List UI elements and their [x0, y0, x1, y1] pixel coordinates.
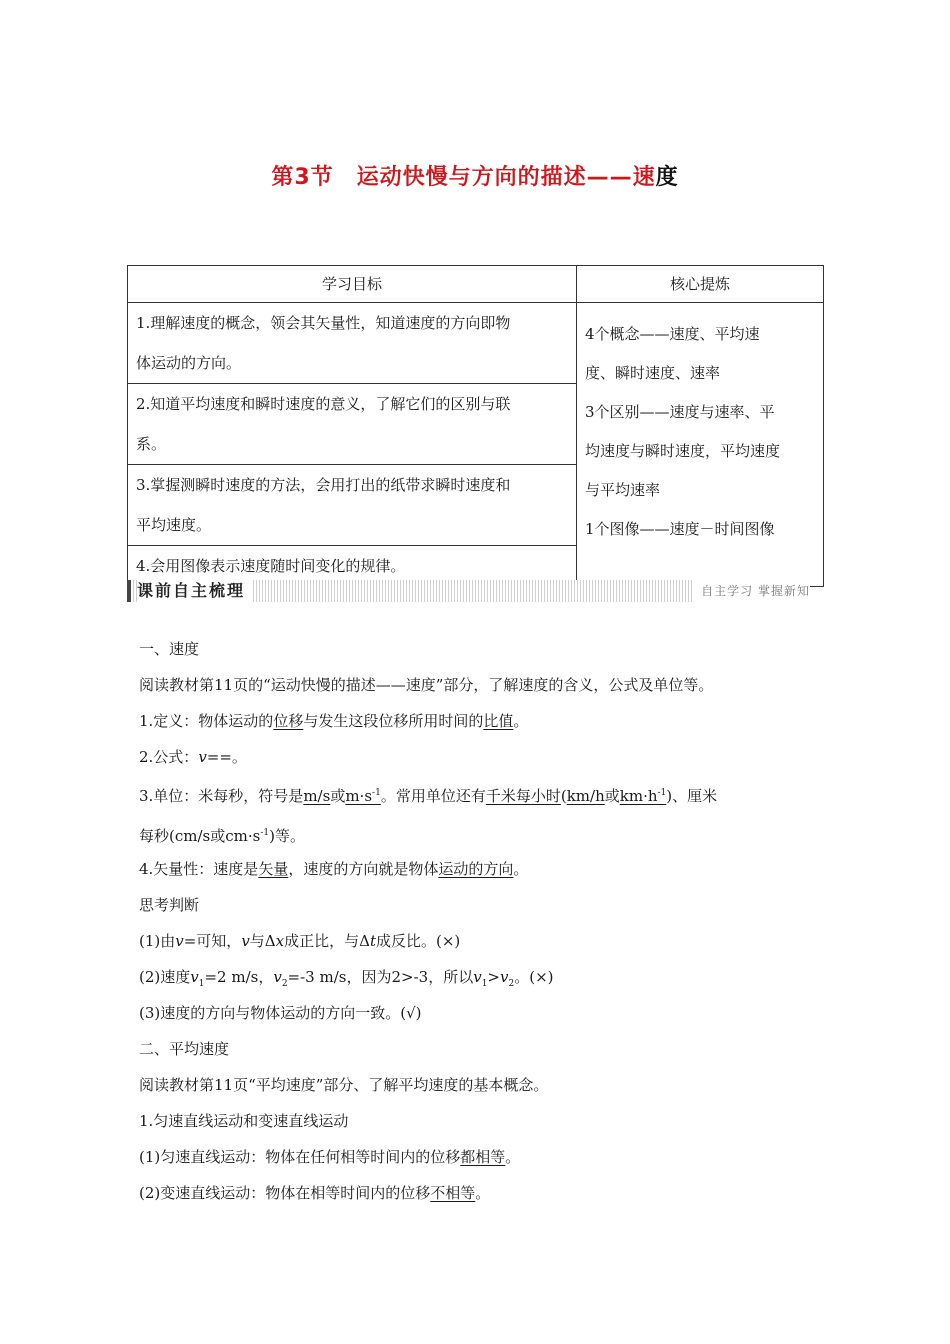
goal-3-line-1: 3.掌握测瞬时速度的方法，会用打出的纸带求瞬时速度和	[136, 476, 511, 494]
s2b-c: 。	[475, 1184, 491, 1202]
s2b-blank: 不相等	[430, 1184, 476, 1202]
judgement-1	[139, 926, 819, 962]
def-text-c: 与发生这段位移所用时间的	[303, 712, 484, 730]
goal-1-line-1: 1.理解速度的概念，领会其矢量性，知道速度的方向即物	[136, 314, 511, 332]
banner-bar	[127, 580, 131, 602]
vector-a: 4.矢量性：速度是	[139, 860, 259, 878]
goal-1-line-2: 体运动的方向。	[136, 354, 242, 372]
s1-read: 阅读教材第11页的“运动快慢的描述——速度”部分，了解速度的含义，公式及单位等。	[139, 676, 714, 694]
section-banner	[127, 580, 810, 602]
goals-table	[127, 265, 824, 587]
j2-v3: v	[473, 968, 482, 986]
s2-uniform	[139, 1142, 819, 1178]
unit-g: (	[560, 787, 567, 805]
core-line-4: 均速度与瞬时速度，平均速度	[585, 442, 781, 460]
j2-v2: v	[273, 968, 282, 986]
unit-k: )、厘米	[666, 787, 718, 805]
unit-blank-3: 千米每小时	[485, 787, 561, 805]
j2-v1: v	[190, 968, 199, 986]
j1-v2: v	[241, 932, 250, 950]
s1-definition	[139, 706, 819, 742]
j1-t: t	[369, 932, 376, 950]
j2-v4: v	[500, 968, 509, 986]
goal-3-line-2: 平均速度。	[136, 516, 212, 534]
s1-think: 思考判断	[139, 896, 200, 914]
title-main: 第3节 运动快慢与方向的描述——速	[271, 165, 656, 190]
s1-formula	[139, 742, 819, 778]
banner-title: 课前自主梳理	[137, 580, 253, 602]
unit-line2-end: )等。	[269, 827, 305, 845]
unit-e: 。常用单位还有	[380, 787, 486, 805]
j1-d: 成正比，与Δ	[284, 932, 370, 950]
s1-unit-line2	[139, 818, 819, 854]
s1-unit	[139, 778, 819, 818]
goal-3	[128, 465, 577, 546]
goal-2-line-2: 系。	[136, 435, 167, 453]
header-core: 核心提炼	[577, 266, 824, 303]
unit-i: 或	[604, 787, 620, 805]
j1-a: (1)由	[139, 932, 176, 950]
banner-subtitle: 自主学习 掌握新知	[693, 580, 810, 602]
goal-2	[128, 384, 577, 465]
formula-text-b: ==。	[206, 748, 247, 766]
j1-e: 成反比。(×)	[375, 932, 461, 950]
page-title	[0, 160, 950, 191]
unit-d-sup: -1	[372, 788, 381, 798]
unit-a: 3.单位：米每秒，符号是	[139, 787, 304, 805]
unit-line2-sup: -1	[260, 828, 270, 838]
core-line-6: 1个图像——速度－时间图像	[585, 520, 775, 538]
unit-blank-1: m/s	[303, 787, 331, 805]
def-text-e: 。	[513, 712, 529, 730]
def-blank-2: 比值	[483, 712, 514, 730]
j2-s1: 1	[198, 979, 205, 989]
judgement-3: (3)速度的方向与物体运动的方向一致。(√)	[139, 1004, 422, 1022]
unit-d: m·s	[345, 787, 373, 805]
unit-line2: 每秒(cm/s或cm·s	[139, 827, 261, 845]
s2-variable	[139, 1178, 819, 1214]
j2-s2: 2	[281, 979, 288, 989]
j1-x: x	[275, 932, 285, 950]
s1-vector	[139, 854, 819, 890]
core-line-5: 与平均速率	[585, 481, 661, 499]
core-line-2: 度、瞬时速度、速率	[585, 364, 721, 382]
formula-text-a: 2.公式：	[139, 748, 199, 766]
vector-e: 。	[513, 860, 529, 878]
unit-j: km·h	[619, 787, 658, 805]
j1-c: 与Δ	[249, 932, 276, 950]
s2a-c: 。	[505, 1148, 521, 1166]
core-line-3: 3个区别——速度与速率、平	[585, 403, 775, 421]
j1-b: =可知，	[183, 932, 242, 950]
content-body	[139, 634, 819, 1214]
goal-4-line-1: 4.会用图像表示速度随时间变化的规律。	[136, 557, 406, 575]
unit-blank-2	[345, 787, 380, 805]
j1-v: v	[175, 932, 184, 950]
unit-blank-4: km/h	[566, 787, 605, 805]
def-blank-1: 位移	[273, 712, 304, 730]
header-goals: 学习目标	[128, 266, 577, 303]
j2-e: 。(×)	[514, 968, 554, 986]
def-text-a: 1.定义：物体运动的	[139, 712, 274, 730]
core-cell	[577, 303, 824, 587]
s2a-blank: 都相等	[460, 1148, 506, 1166]
j2-a: (2)速度	[139, 968, 191, 986]
vector-blank-1: 矢量	[258, 860, 289, 878]
j2-d: >	[487, 968, 500, 986]
j2-s3: 1	[481, 979, 488, 989]
unit-c: 或	[330, 787, 346, 805]
judgement-2	[139, 962, 819, 998]
vector-c: ，速度的方向就是物体	[288, 860, 439, 878]
j2-b: =2 m/s，	[204, 968, 274, 986]
s2-sub1: 1.匀速直线运动和变速直线运动	[139, 1112, 349, 1130]
s2b-a: (2)变速直线运动：物体在相等时间内的位移	[139, 1184, 431, 1202]
unit-blank-5	[620, 787, 667, 805]
goal-1	[128, 303, 577, 384]
s2a-a: (1)匀速直线运动：物体在任何相等时间内的位移	[139, 1148, 461, 1166]
j2-s4: 2	[508, 979, 515, 989]
core-line-1: 4个概念——速度、平均速	[585, 325, 760, 343]
formula-v: v	[198, 748, 207, 766]
s2-read: 阅读教材第11页“平均速度”部分、了解平均速度的基本概念。	[139, 1076, 549, 1094]
title-last-char: 度	[655, 165, 679, 190]
vector-blank-2: 运动的方向	[438, 860, 514, 878]
j2-c: =-3 m/s，因为2>-3，所以	[287, 968, 474, 986]
s2-heading: 二、平均速度	[139, 1040, 230, 1058]
goal-2-line-1: 2.知道平均速度和瞬时速度的意义，了解它们的区别与联	[136, 395, 511, 413]
unit-j-sup: -1	[657, 788, 667, 798]
s1-heading: 一、速度	[139, 640, 200, 658]
